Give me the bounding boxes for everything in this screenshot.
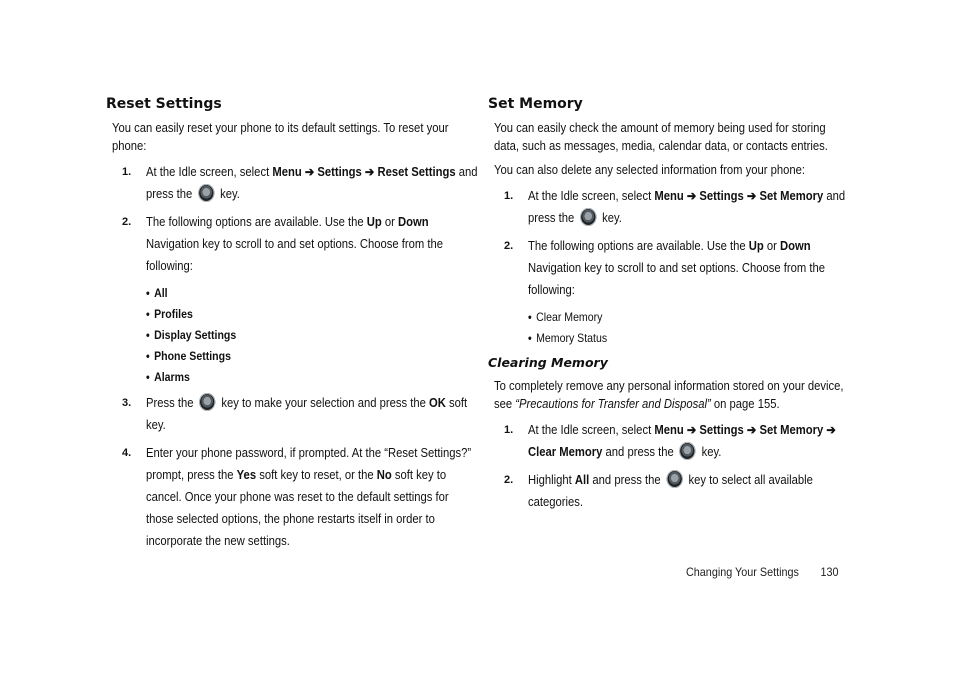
set-memory-label: Set Memory — [759, 189, 824, 203]
ok-key-icon — [198, 184, 214, 202]
clear-step-2 — [488, 469, 844, 513]
reset-options-list — [106, 283, 462, 388]
yes-label: Yes — [236, 468, 257, 482]
page-number: 130 — [820, 565, 839, 579]
text: Press the — [146, 396, 197, 410]
text: and press the — [146, 165, 478, 201]
menu-label: Menu — [272, 165, 302, 179]
all-label: All — [574, 473, 590, 487]
reset-step-2 — [106, 211, 462, 277]
ok-key-icon — [580, 208, 596, 226]
option-alarms: • Alarms — [146, 367, 410, 388]
text: soft key to cancel. Once your phone was reset to the default settings for those selected options, the phone restarts itself in order to incorporate the new settings. — [146, 468, 449, 548]
text: At the Idle screen, select — [528, 423, 655, 437]
text: soft key. — [146, 396, 468, 432]
option-memory-status: • Memory Status — [528, 328, 792, 349]
step-text — [528, 185, 861, 229]
option-clear-memory: • Clear Memory — [528, 307, 792, 328]
text: The following options are available. Use the — [528, 239, 749, 253]
clearing-intro — [494, 377, 845, 413]
text: To completely remove any personal information stored on your device, see — [494, 379, 844, 411]
text: key. — [599, 211, 622, 225]
text: Navigation key to scroll to and set options. Choose from the following: — [528, 261, 826, 297]
left-column — [106, 96, 478, 558]
text: Navigation key to scroll to and set options. Choose from the following: — [146, 237, 444, 273]
text: or — [381, 215, 399, 229]
option-profiles: • Profiles — [146, 304, 410, 325]
step-text — [528, 469, 861, 513]
clear-step-1 — [488, 419, 844, 463]
ok-key-icon — [680, 442, 696, 460]
step-number: 1. — [122, 166, 132, 178]
text: on page 155. — [710, 397, 780, 411]
arrow: ➔ — [301, 165, 318, 179]
arrow: ➔ — [683, 423, 700, 437]
settings-label: Settings — [699, 423, 744, 437]
step-number: 3. — [122, 397, 132, 409]
step-number: 1. — [504, 424, 514, 436]
text: Enter your phone password, if prompted. At the “Reset Settings?” prompt, press the — [146, 446, 472, 482]
memory-intro-1: You can easily check the amount of memory being used for storing data, such as messages, media, calendar data, or contacts entries. — [494, 121, 828, 153]
no-label: No — [376, 468, 392, 482]
memory-options-list — [488, 307, 844, 349]
memory-step-2 — [488, 235, 844, 301]
option-phone-settings: • Phone Settings — [146, 346, 410, 367]
up-label: Up — [748, 239, 764, 253]
menu-label: Menu — [654, 189, 684, 203]
text: and press the — [602, 445, 677, 459]
text: At the Idle screen, select — [528, 189, 655, 203]
step-text — [146, 392, 479, 436]
reset-settings-label: Reset Settings — [377, 165, 456, 179]
text: key to select all available categories. — [528, 473, 813, 509]
step-text — [146, 442, 479, 552]
clear-memory-label: Clear Memory — [528, 445, 603, 459]
text: Highlight — [528, 473, 575, 487]
text: or — [763, 239, 781, 253]
step-number: 2. — [122, 216, 132, 228]
step-text — [146, 161, 479, 205]
step-number: 1. — [504, 190, 514, 202]
down-label: Down — [398, 215, 429, 229]
clearing-memory-heading: Clearing Memory — [488, 355, 608, 370]
up-label: Up — [366, 215, 382, 229]
footer-section-title: Changing Your Settings — [686, 565, 799, 579]
step-text — [146, 211, 479, 277]
reset-step-3 — [106, 392, 468, 436]
text: At the Idle screen, select — [146, 165, 273, 179]
reset-settings-heading: Reset Settings — [106, 96, 222, 112]
arrow: ➔ — [743, 423, 760, 437]
menu-label: Menu — [654, 423, 684, 437]
memory-intro-2: You can also delete any selected information from your phone: — [494, 163, 806, 177]
text: and press the — [528, 189, 846, 225]
step-text — [528, 235, 861, 301]
option-all: • All — [146, 283, 410, 304]
text: The following options are available. Use the — [146, 215, 367, 229]
ok-key-icon — [666, 470, 682, 488]
settings-label: Settings — [317, 165, 362, 179]
step-text — [528, 419, 861, 463]
ok-key-icon — [199, 393, 215, 411]
settings-label: Settings — [699, 189, 744, 203]
step-number: 2. — [504, 474, 514, 486]
option-display-settings: • Display Settings — [146, 325, 410, 346]
reset-step-1 — [106, 161, 478, 205]
set-memory-label: Set Memory — [759, 423, 824, 437]
arrow: ➔ — [743, 189, 760, 203]
reset-step-4 — [106, 442, 472, 552]
arrow: ➔ — [823, 423, 836, 437]
step-number: 2. — [504, 240, 514, 252]
precautions-reference: “Precautions for Transfer and Disposal” — [515, 397, 711, 411]
arrow: ➔ — [361, 165, 378, 179]
right-column — [488, 96, 844, 519]
text: key. — [217, 187, 240, 201]
text: and press the — [589, 473, 664, 487]
reset-intro: You can easily reset your phone to its default settings. To reset your phone: — [112, 121, 449, 153]
step-number: 4. — [122, 447, 132, 459]
page-footer — [686, 565, 839, 579]
set-memory-heading: Set Memory — [488, 96, 583, 112]
text: soft key to reset, or the — [256, 468, 377, 482]
arrow: ➔ — [683, 189, 700, 203]
ok-label: OK — [428, 396, 446, 410]
memory-step-1 — [488, 185, 844, 229]
down-label: Down — [780, 239, 811, 253]
text: key. — [698, 445, 722, 459]
text: key to make your selection and press the — [218, 396, 429, 410]
